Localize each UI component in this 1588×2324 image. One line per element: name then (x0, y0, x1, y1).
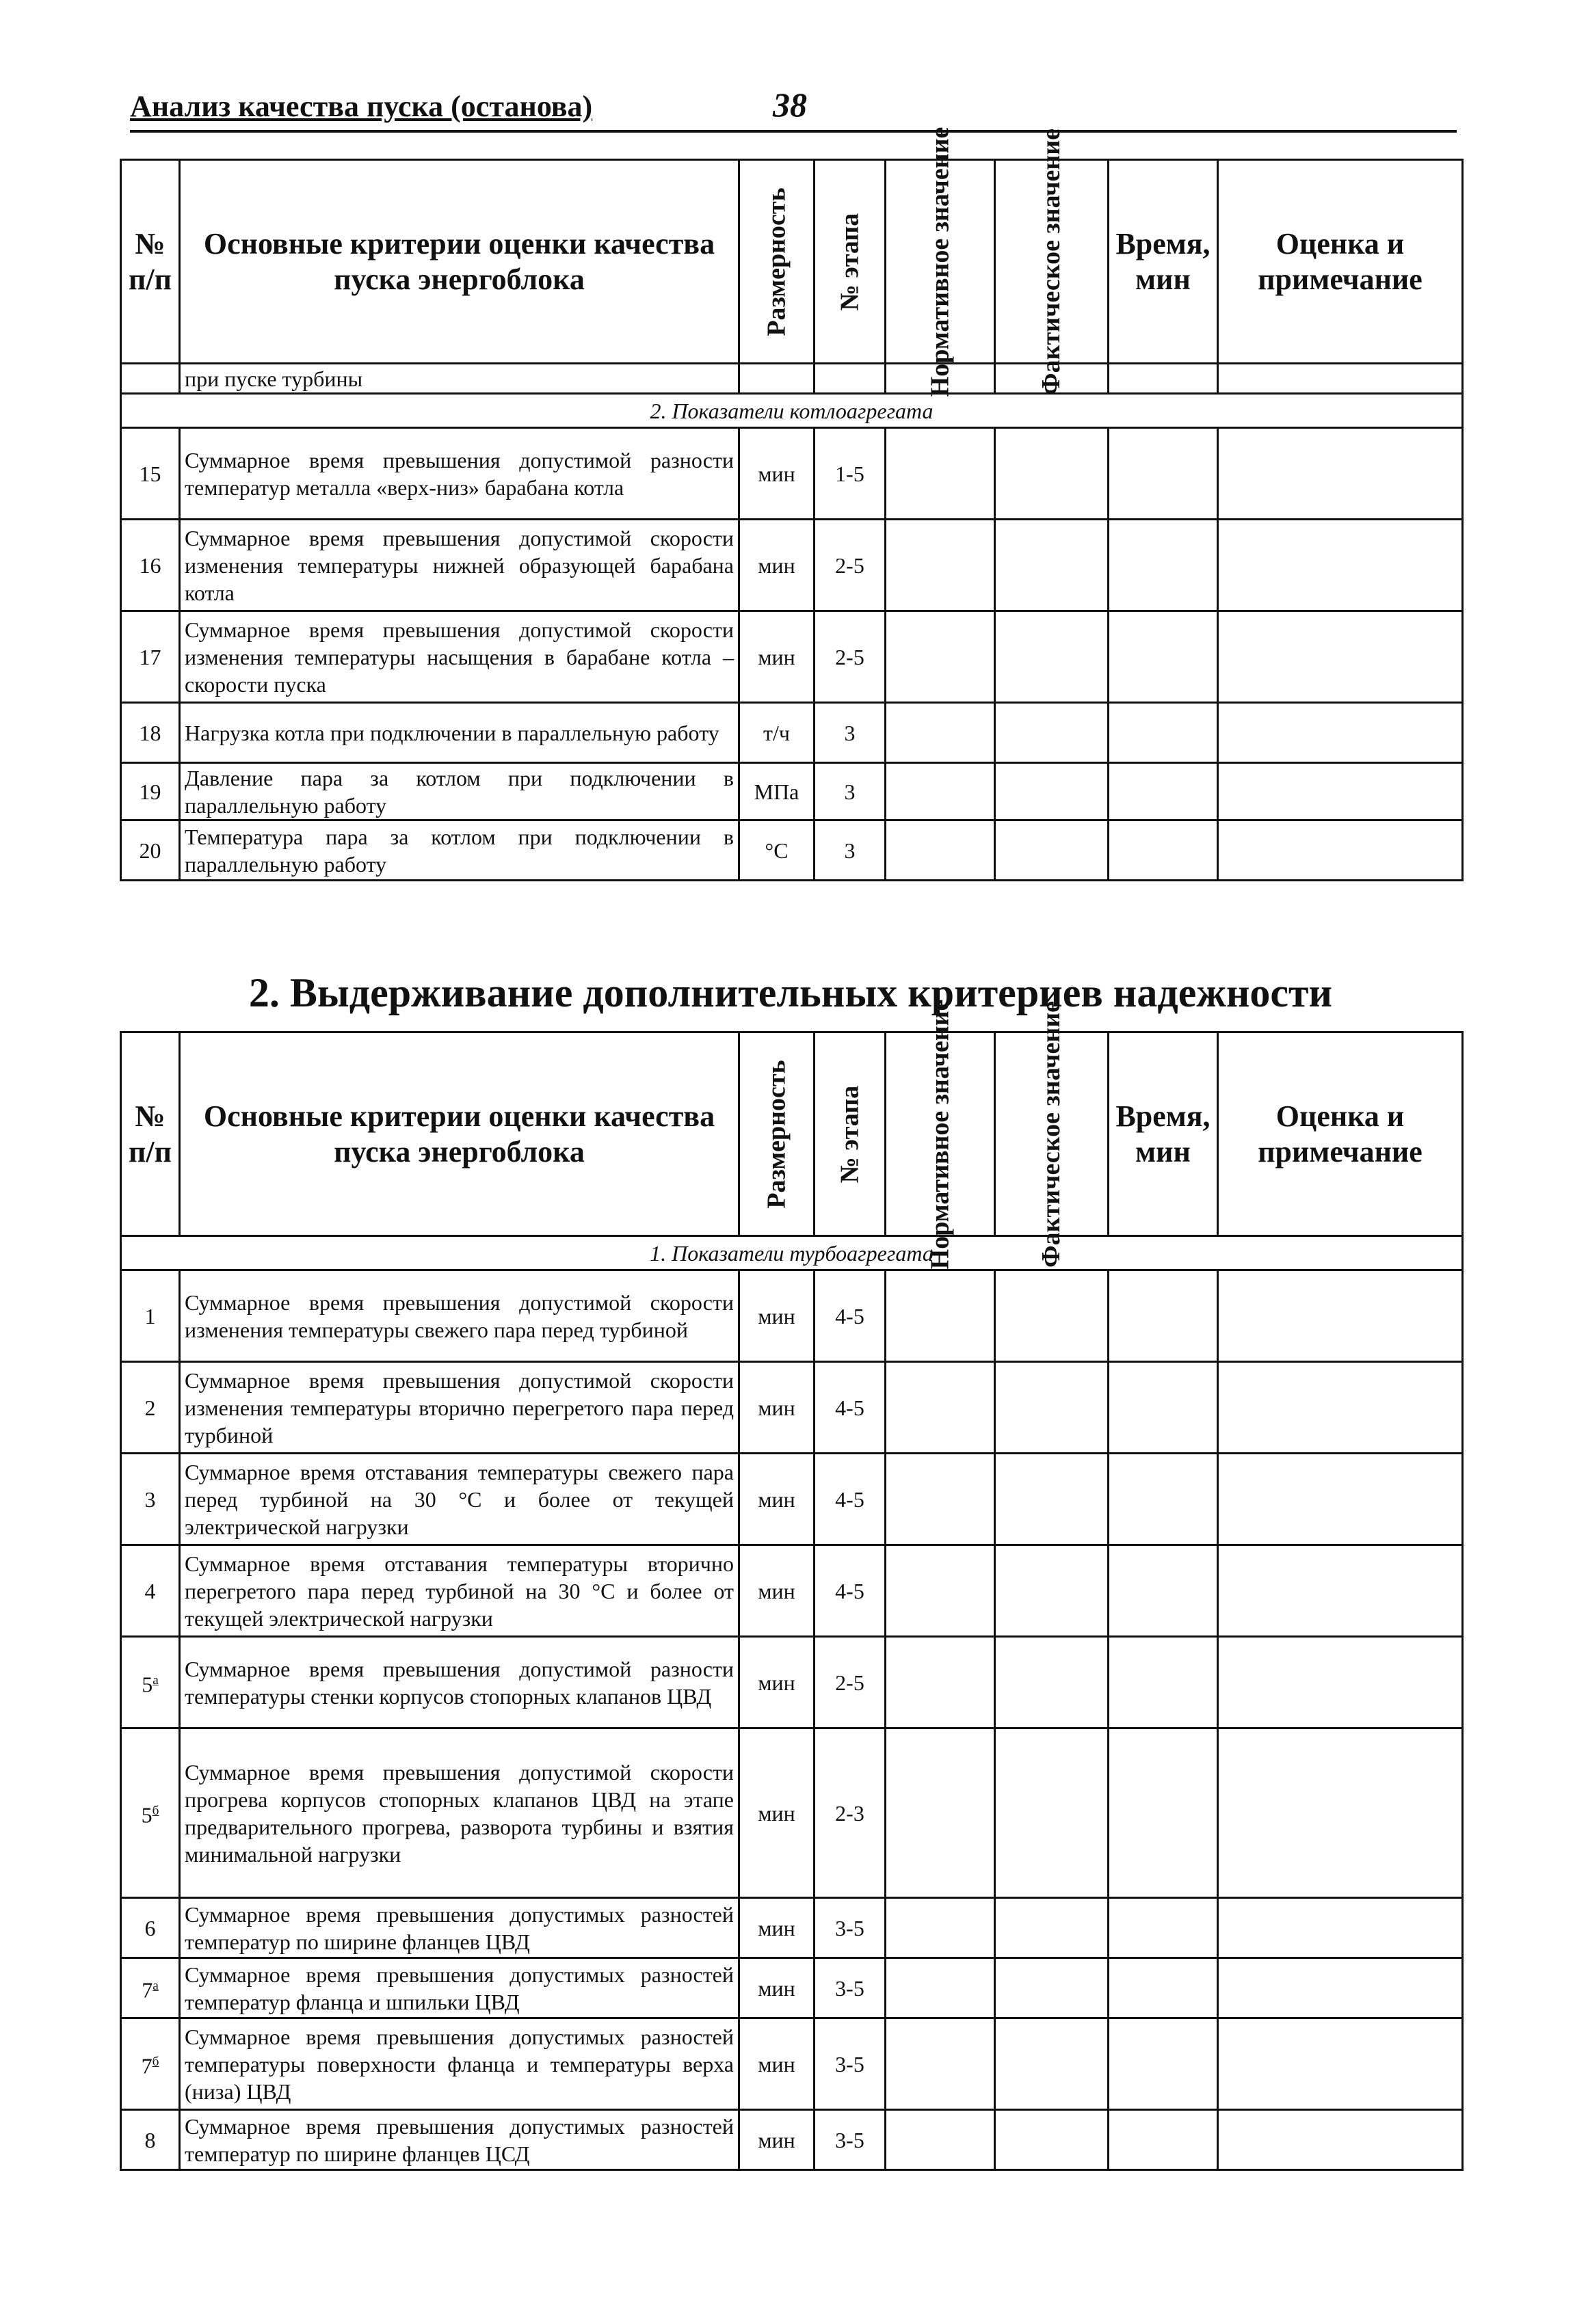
time-cell (1109, 703, 1218, 763)
actual-cell (995, 703, 1109, 763)
criterion-text: Нагрузка котла при подключении в параллельную работу (180, 703, 739, 763)
row-number-value: 17 (139, 644, 161, 669)
time-cell (1109, 520, 1218, 611)
normative-cell (886, 1728, 995, 1898)
actual-cell (995, 1454, 1109, 1545)
table-header-row (121, 1032, 1463, 1236)
header-normative: Нормативное значение (886, 160, 995, 364)
row-number-value: 5 (142, 1672, 153, 1697)
row-number-suffix: б (152, 1803, 159, 1818)
time-cell (1109, 2018, 1218, 2110)
actual-cell (995, 1362, 1109, 1454)
row-number-suffix: а (153, 1672, 159, 1687)
row-number (121, 763, 180, 820)
dimension-cell: мин (739, 520, 815, 611)
header-assessment: Оценка и примечание (1218, 1032, 1463, 1236)
actual-cell (995, 2018, 1109, 2110)
assessment-cell (1218, 1545, 1463, 1637)
actual-cell (995, 1958, 1109, 2018)
dimension-cell: мин (739, 1898, 815, 1958)
stage-cell: 3-5 (815, 1898, 886, 1958)
assessment-cell (1218, 703, 1463, 763)
assessment-cell (1218, 2110, 1463, 2170)
table-row (121, 1637, 1463, 1728)
time-cell (1109, 820, 1218, 881)
dimension-cell: мин (739, 1958, 815, 2018)
table-row (121, 1362, 1463, 1454)
section-title-boiler: 2. Показатели котлоагрегата (121, 394, 1463, 428)
table-row (121, 1545, 1463, 1637)
dimension-cell: мин (739, 1545, 815, 1637)
actual-cell (995, 763, 1109, 820)
header-stage: № этапа (815, 160, 886, 364)
criterion-text: Температура пара за котлом при подключении в параллельную работу (180, 820, 739, 881)
criterion-text: Суммарное время отставания температуры вторично перегретого пара перед турбиной на 30 °С и более от текущей электрической нагрузки (180, 1545, 739, 1637)
row-number-value: 5 (141, 1802, 153, 1828)
dimension-cell: мин (739, 1728, 815, 1898)
row-number-value: 15 (139, 461, 161, 486)
actual-cell (995, 1898, 1109, 1958)
normative-cell (886, 1362, 995, 1454)
normative-cell (886, 1958, 995, 2018)
stage-cell: 4-5 (815, 1270, 886, 1362)
stage-cell: 2-3 (815, 1728, 886, 1898)
row-number-value: 8 (144, 2127, 156, 2152)
header-dimension: Размерность (739, 160, 815, 364)
row-number-value: 7 (142, 1977, 153, 2003)
actual-cell (995, 428, 1109, 520)
dimension-cell: мин (739, 2018, 815, 2110)
actual-cell (995, 1270, 1109, 1362)
assessment-cell (1218, 1958, 1463, 2018)
normative-cell (886, 611, 995, 703)
header-time: Время, мин (1109, 160, 1218, 364)
stage-cell: 4-5 (815, 1362, 886, 1454)
table-row (121, 428, 1463, 520)
header-time: Время, мин (1109, 1032, 1218, 1236)
time-cell (1109, 2110, 1218, 2170)
row-number-value: 2 (144, 1395, 156, 1420)
dimension-cell: мин (739, 1454, 815, 1545)
dimension-cell: мин (739, 611, 815, 703)
row-number (121, 1958, 180, 2018)
normative-cell (886, 763, 995, 820)
header-actual: Фактическое значение (995, 160, 1109, 364)
table-row (121, 1728, 1463, 1898)
stage-cell: 1-5 (815, 428, 886, 520)
criterion-text: Суммарное время превышения допустимой скорости изменения температуры вторично перегретого пара перед турбиной (180, 1362, 739, 1454)
table-turbine-indicators (120, 999, 1464, 2171)
assessment-cell (1218, 2018, 1463, 2110)
row-number-value: 19 (139, 779, 161, 804)
row-number-suffix: б (152, 2054, 159, 2069)
stage-cell: 3-5 (815, 1958, 886, 2018)
criterion-text: Суммарное время отставания температуры свежего пара перед турбиной на 30 °С и более от текущей электрической нагрузки (180, 1454, 739, 1545)
time-cell (1109, 1270, 1218, 1362)
dimension-cell: мин (739, 1362, 815, 1454)
stage-cell: 2-5 (815, 1637, 886, 1728)
header-actual: Фактическое значение (995, 1032, 1109, 1236)
continuation-text: при пуске турбины (180, 364, 739, 394)
row-number (121, 703, 180, 763)
table-row (121, 2110, 1463, 2170)
row-number-value: 1 (144, 1303, 156, 1328)
normative-cell (886, 520, 995, 611)
section-row (121, 394, 1463, 428)
criterion-text: Суммарное время превышения допустимой скорости изменения температуры свежего пара перед турбиной (180, 1270, 739, 1362)
assessment-cell (1218, 1898, 1463, 1958)
stage-cell: 3 (815, 763, 886, 820)
page-number: 38 (773, 85, 807, 124)
criterion-text: Суммарное время превышения допустимых разностей температур по ширине фланцев ЦСД (180, 2110, 739, 2170)
criterion-text: Суммарное время превышения допустимой разности температуры стенки корпусов стопорных клапанов ЦВД (180, 1637, 739, 1728)
row-number-value: 4 (144, 1578, 156, 1603)
header-num: № п/п (121, 160, 180, 364)
row-number (121, 1454, 180, 1545)
actual-cell (995, 2110, 1109, 2170)
row-number (121, 2110, 180, 2170)
table-row (121, 1958, 1463, 2018)
stage-cell: 2-5 (815, 520, 886, 611)
time-cell (1109, 1454, 1218, 1545)
dimension-cell: т/ч (739, 703, 815, 763)
time-cell (1109, 1545, 1218, 1637)
criterion-text: Суммарное время превышения допустимых разностей температур фланца и шпильки ЦВД (180, 1958, 739, 2018)
criterion-text: Суммарное время превышения допустимых разностей температуры поверхности фланца и температуры верха (низа) ЦВД (180, 2018, 739, 2110)
table-row (121, 1454, 1463, 1545)
normative-cell (886, 1454, 995, 1545)
row-number (121, 820, 180, 881)
row-number-value: 20 (139, 838, 161, 863)
row-number-value: 3 (144, 1486, 156, 1512)
continuation-row (121, 364, 1463, 394)
assessment-cell (1218, 820, 1463, 881)
row-number (121, 1728, 180, 1898)
row-number (121, 1270, 180, 1362)
assessment-cell (1218, 763, 1463, 820)
time-cell (1109, 1898, 1218, 1958)
dimension-cell: мин (739, 1637, 815, 1728)
table-row (121, 820, 1463, 881)
header-dimension: Размерность (739, 1032, 815, 1236)
time-cell (1109, 1958, 1218, 2018)
normative-cell (886, 820, 995, 881)
table-row (121, 2018, 1463, 2110)
section-title-turbine: 1. Показатели турбоагрегата (121, 1236, 1463, 1270)
table-header-row (121, 160, 1463, 364)
criterion-text: Суммарное время превышения допустимых разностей температур по ширине фланцев ЦВД (180, 1898, 739, 1958)
row-number-value: 16 (139, 552, 161, 578)
section-heading-reliability: 2. Выдерживание дополнительных критериев надежности (248, 970, 1333, 1015)
normative-cell (886, 1898, 995, 1958)
table-boiler-indicators (120, 126, 1464, 881)
stage-cell: 2-5 (815, 611, 886, 703)
table-row (121, 1270, 1463, 1362)
dimension-cell: мин (739, 428, 815, 520)
actual-cell (995, 820, 1109, 881)
normative-cell (886, 2110, 995, 2170)
normative-cell (886, 1270, 995, 1362)
row-number (121, 611, 180, 703)
stage-cell: 4-5 (815, 1454, 886, 1545)
header-criteria: Основные критерии оценки качества пуска энергоблока (180, 160, 739, 364)
actual-cell (995, 1637, 1109, 1728)
dimension-cell: мин (739, 2110, 815, 2170)
header-assessment: Оценка и примечание (1218, 160, 1463, 364)
row-number (121, 1362, 180, 1454)
dimension-cell: мин (739, 1270, 815, 1362)
stage-cell: 3-5 (815, 2110, 886, 2170)
header-criteria: Основные критерии оценки качества пуска энергоблока (180, 1032, 739, 1236)
row-number (121, 520, 180, 611)
stage-cell: 3 (815, 703, 886, 763)
time-cell (1109, 763, 1218, 820)
normative-cell (886, 703, 995, 763)
dimension-cell: МПа (739, 763, 815, 820)
assessment-cell (1218, 428, 1463, 520)
assessment-cell (1218, 1270, 1463, 1362)
actual-cell (995, 1728, 1109, 1898)
table-row (121, 611, 1463, 703)
row-number (121, 1545, 180, 1637)
header-normative: Нормативное значение (886, 1032, 995, 1236)
table-row (121, 520, 1463, 611)
running-head-title: Анализ качества пуска (останова) (130, 90, 593, 123)
stage-cell: 4-5 (815, 1545, 886, 1637)
normative-cell (886, 1637, 995, 1728)
dimension-cell: °С (739, 820, 815, 881)
criterion-text: Давление пара за котлом при подключении в параллельную работу (180, 763, 739, 820)
row-number-value: 6 (144, 1915, 156, 1940)
time-cell (1109, 1362, 1218, 1454)
time-cell (1109, 1637, 1218, 1728)
time-cell (1109, 1728, 1218, 1898)
actual-cell (995, 611, 1109, 703)
normative-cell (886, 428, 995, 520)
row-number (121, 1898, 180, 1958)
row-number (121, 428, 180, 520)
row-number-value: 18 (139, 720, 161, 745)
assessment-cell (1218, 520, 1463, 611)
actual-cell (995, 520, 1109, 611)
criterion-text: Суммарное время превышения допустимой скорости изменения температуры насыщения в барабане котла – скорости пуска (180, 611, 739, 703)
assessment-cell (1218, 1454, 1463, 1545)
row-number-value: 7 (141, 2053, 153, 2079)
running-head (130, 85, 1457, 133)
assessment-cell (1218, 1637, 1463, 1728)
assessment-cell (1218, 611, 1463, 703)
assessment-cell (1218, 1362, 1463, 1454)
criterion-text: Суммарное время превышения допустимой скорости прогрева корпусов стопорных клапанов ЦВД на этапе предварительного прогрева, разворота турбины и взятия минимальной нагрузки (180, 1728, 739, 1898)
assessment-cell (1218, 1728, 1463, 1898)
row-number (121, 2018, 180, 2110)
table-row (121, 1898, 1463, 1958)
row-number-suffix: а (153, 1978, 159, 1993)
time-cell (1109, 428, 1218, 520)
actual-cell (995, 1545, 1109, 1637)
time-cell (1109, 611, 1218, 703)
section-row (121, 1236, 1463, 1270)
criterion-text: Суммарное время превышения допустимой скорости изменения температуры нижней образующей барабана котла (180, 520, 739, 611)
header-stage: № этапа (815, 1032, 886, 1236)
table-row (121, 763, 1463, 820)
stage-cell: 3-5 (815, 2018, 886, 2110)
normative-cell (886, 2018, 995, 2110)
table-row (121, 703, 1463, 763)
row-number (121, 1637, 180, 1728)
header-num: № п/п (121, 1032, 180, 1236)
normative-cell (886, 1545, 995, 1637)
stage-cell: 3 (815, 820, 886, 881)
criterion-text: Суммарное время превышения допустимой разности температур металла «верх-низ» барабана котла (180, 428, 739, 520)
